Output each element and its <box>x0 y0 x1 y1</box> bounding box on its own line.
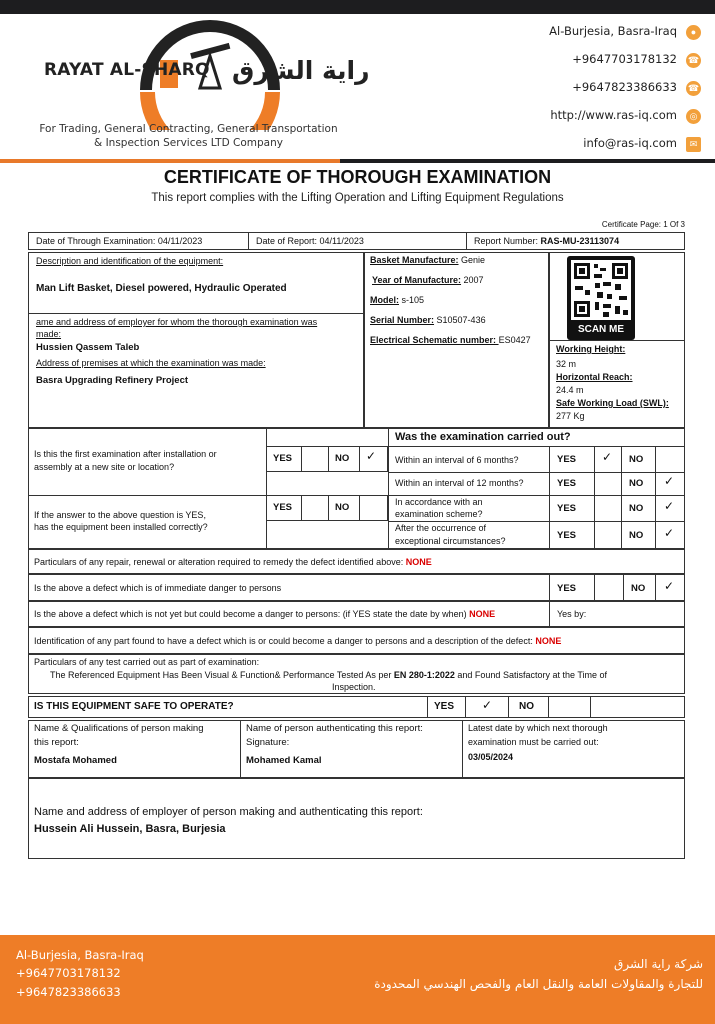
swl-value: 277 Kg <box>556 411 585 421</box>
scheme-line-2: examination scheme? <box>395 509 483 519</box>
q2-no-box[interactable] <box>359 495 388 521</box>
header-stripe-orange <box>0 159 340 163</box>
qr-code[interactable] <box>567 256 635 340</box>
next-label-2: examination must be carried out: <box>468 737 599 747</box>
after-line-2: exceptional circumstances? <box>395 536 506 546</box>
interval-6-no: NO <box>629 454 644 465</box>
reach-label: Horizontal Reach: <box>556 372 633 382</box>
q1-no-checkmark: ✓ <box>366 449 377 463</box>
exam-date: Date of Through Examination: 04/11/2023 <box>36 236 203 246</box>
divider <box>266 428 267 446</box>
immediate-no: NO <box>631 583 646 594</box>
divider <box>28 313 364 314</box>
q2-line-2: has the equipment been installed correctly? <box>34 522 208 532</box>
schematic-label: Electrical Schematic number: <box>370 335 499 345</box>
employer-making-label: Name and address of employer of person making and authenticating this report: <box>34 806 423 818</box>
company-tagline <box>36 122 341 150</box>
year-value: 2007 <box>461 275 484 285</box>
after-line-1: After the occurrence of <box>395 523 487 533</box>
test-line-1 <box>50 670 607 680</box>
part <box>34 636 561 646</box>
divider <box>388 428 389 549</box>
scan-me-label: SCAN ME <box>577 324 625 335</box>
q2-no-label: NO <box>335 502 350 513</box>
premises-value: Basra Upgrading Refinery Project <box>36 375 189 386</box>
model-label: Model: <box>370 295 399 305</box>
serial-value: S10507-436 <box>434 315 486 325</box>
scheme-no-check: ✓ <box>664 499 675 513</box>
interval-12-yes: YES <box>557 478 577 489</box>
year <box>372 275 484 285</box>
reach-value: 24.4 m <box>556 385 584 395</box>
phone-icon: ☎ <box>686 53 701 68</box>
divider <box>388 472 685 473</box>
schematic-value: ES0427 <box>498 335 531 345</box>
divider <box>248 232 249 250</box>
footer-arabic-desc: للتجارة والمقاولات العامة والنقل العام والفحص الهندسي المحدودة <box>374 977 703 991</box>
interval-6: Within an interval of 6 months? <box>395 455 519 465</box>
interval-12-no: NO <box>629 478 644 489</box>
footer-phone-1: +9647703178132 <box>16 966 121 980</box>
divider <box>388 495 685 496</box>
equipment-left-box <box>28 252 364 428</box>
report-number-value: RAS-MU-23113074 <box>540 236 620 246</box>
employer-label-1: ame and address of employer for whom the thorough examination was <box>36 317 318 327</box>
phone-icon: ☎ <box>686 81 701 96</box>
employer-label-2: made: <box>36 329 62 339</box>
safe-label: IS THIS EQUIPMENT SAFE TO OPERATE? <box>34 701 234 712</box>
repair <box>34 557 432 567</box>
footer <box>0 935 715 1024</box>
divider <box>548 696 549 718</box>
company-name: RAYAT AL-SHARQ <box>44 60 210 80</box>
future-label: Is the above a defect which is not yet but could become a danger to persons: (if YES state the date by when) <box>34 609 470 619</box>
footer-arabic-name: شركة راية الشرق <box>614 957 703 971</box>
repair-label: Particulars of any repair, renewal or alteration required to remedy the defect identified above: <box>34 557 406 567</box>
after-no-check: ✓ <box>664 526 675 540</box>
repair-value: NONE <box>405 557 432 567</box>
maker-label-2: this report: <box>34 737 79 748</box>
globe-icon: ◎ <box>686 109 701 124</box>
interval-6-yes-check: ✓ <box>602 450 613 464</box>
qr-code-icon <box>567 256 635 324</box>
header-phone-1: +9647703178132 <box>572 52 677 66</box>
tagline-line-1: For Trading, General Contracting, General Transportation <box>39 123 338 135</box>
certificate-page: Certificate Page: 1 Of 3 <box>601 220 685 229</box>
q2-yes-box[interactable] <box>301 495 329 521</box>
part-label: Identification of any part found to have a defect which is or could become a danger to persons and a description of the defect: <box>34 636 536 646</box>
tagline-line-2: & Inspection Services LTD Company <box>94 137 283 149</box>
q1-line-1: Is this the first examination after installation or <box>34 449 217 459</box>
maker-value: Mostafa Mohamed <box>34 755 117 766</box>
q2-line-1: If the answer to the above question is YES, <box>34 510 206 520</box>
test-line-2: Inspection. <box>332 682 376 692</box>
auth-label-2: Signature: <box>246 737 290 748</box>
divider <box>388 521 685 522</box>
footer-phone-2: +9647823386633 <box>16 985 121 999</box>
test-line-1a: The Referenced Equipment Has Been Visual & Function& Performance Tested As per <box>50 670 394 680</box>
q2-yes-label: YES <box>273 502 293 513</box>
carried-out-title: Was the examination carried out? <box>395 431 571 443</box>
safe-yes: YES <box>434 701 455 712</box>
serial <box>370 315 486 325</box>
divider <box>240 720 241 778</box>
immediate-yes: YES <box>557 583 577 594</box>
year-label: Year of Manufacture: <box>372 275 462 285</box>
header-address: Al-Burjesia, Basra-Iraq <box>549 24 677 38</box>
scheme-line-1: In accordance with an <box>395 497 483 507</box>
certificate-subtitle: This report complies with the Lifting Operation and Lifting Equipment Regulations <box>151 192 564 204</box>
header-stripe-black <box>340 159 715 163</box>
manufacture <box>370 255 485 265</box>
report-number <box>474 236 619 246</box>
immediate-label: Is the above a defect which is of immediate danger to persons <box>34 583 282 593</box>
interval-12: Within an interval of 12 months? <box>395 478 524 488</box>
interval-12-no-check: ✓ <box>664 474 675 488</box>
envelope-icon: ✉ <box>686 137 701 152</box>
q1-yes-box[interactable] <box>301 446 329 472</box>
company-name-arabic: راية الشرق <box>232 56 370 85</box>
divider <box>462 720 463 778</box>
future <box>34 609 495 619</box>
schematic <box>370 335 531 345</box>
divider <box>466 232 467 250</box>
report-number-label: Report Number: <box>474 236 541 246</box>
safe-yes-check: ✓ <box>482 698 493 712</box>
yes-by-label: Yes by: <box>557 609 587 619</box>
future-value: NONE <box>469 609 496 619</box>
scheme-yes: YES <box>557 503 577 514</box>
after-no: NO <box>629 530 644 541</box>
divider <box>427 696 428 718</box>
premises-label: Address of premises at which the examination was made: <box>36 358 266 368</box>
next-value: 03/05/2024 <box>468 752 514 762</box>
desc-label: Description and identification of the equipment: <box>36 256 224 266</box>
report-date: Date of Report: 04/11/2023 <box>256 236 364 246</box>
q1-line-2: assembly at a new site or location? <box>34 462 175 472</box>
test-line-1b: and Found Satisfactory at the Time of <box>454 670 607 680</box>
next-label-1: Latest date by which next thorough <box>468 723 608 733</box>
divider <box>590 696 591 718</box>
header-phone-2: +9647823386633 <box>572 80 677 94</box>
desc-value: Man Lift Basket, Diesel powered, Hydraulic Operated <box>36 283 287 294</box>
manufacture-label: Basket Manufacture: <box>370 255 459 265</box>
model-value: s-105 <box>399 295 425 305</box>
serial-label: Serial Number: <box>370 315 435 325</box>
footer-address: Al-Burjesia, Basra-Iraq <box>16 948 144 962</box>
test-label: Particulars of any test carried out as part of examination: <box>34 657 260 667</box>
q1-yes-label: YES <box>273 453 293 464</box>
q1-no-label: NO <box>335 453 350 464</box>
part-value: NONE <box>535 636 562 646</box>
immediate-no-check: ✓ <box>664 579 675 593</box>
auth-label-1: Name of person authenticating this report: <box>246 723 423 734</box>
employer-making-value: Hussein Ali Hussein, Basra, Burjesia <box>34 823 226 835</box>
employer-value: Hussien Qassem Taleb <box>36 342 140 353</box>
after-yes: YES <box>557 530 577 541</box>
interval-6-yes: YES <box>557 454 577 465</box>
header-website[interactable]: http://www.ras-iq.com <box>550 108 677 122</box>
manufacture-value: Genie <box>458 255 486 265</box>
header-email[interactable]: info@ras-iq.com <box>583 136 677 150</box>
auth-value: Mohamed Kamal <box>246 755 322 766</box>
safe-no: NO <box>519 701 534 712</box>
model <box>370 295 424 305</box>
certificate-title: CERTIFICATE OF THOROUGH EXAMINATION <box>163 167 552 187</box>
top-bar <box>0 0 715 14</box>
immediate-yes-box[interactable] <box>594 574 624 601</box>
divider <box>549 340 685 341</box>
swl-label: Safe Working Load (SWL): <box>556 398 669 408</box>
test-standard: EN 280-1:2022 <box>393 670 455 680</box>
height-value: 32 m <box>556 359 577 369</box>
location-pin-icon: ● <box>686 25 701 40</box>
scheme-no: NO <box>629 503 644 514</box>
divider <box>549 601 550 627</box>
employer-row <box>28 778 685 859</box>
height-label: Working Height: <box>556 344 626 354</box>
maker-label-1: Name & Qualifications of person making <box>34 723 204 734</box>
